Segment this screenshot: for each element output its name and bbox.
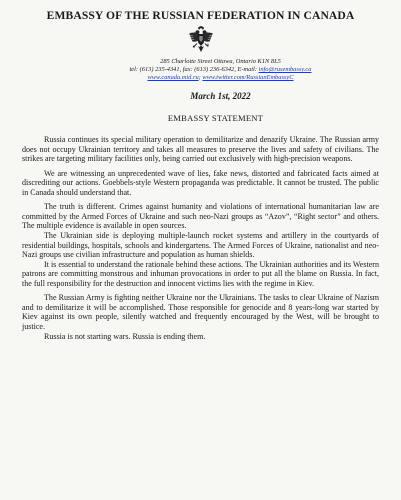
body-paragraph: It is essential to understand the rationale behind these actions. The Ukrainian authorities and its Western patrons are committing monstrous and inhuman provocations in order to put all the blame on Russia. In fact, the full responsibility for the destruction and innocent victims lies with the regime in Kiev. [22,259,379,288]
embassy-name: EMBASSY OF THE RUSSIAN FEDERATION IN CANADA [46,9,355,22]
body-paragraph: The Ukrainian side is deploying multiple-launch rocket systems and artillery in the courtyards of residential buildings, hospitals, schools and kindergartens. The Armed Forces of Ukraine, nationalist and neo-Nazi groups use civilian infrastructure and population as human shields. [22,230,379,260]
phone-fax-email-line [62,66,379,74]
embassy-address: 285 Charlotte Street Ottawa, Ontario K1N 8L5 [160,58,281,65]
body-paragraph: The truth is different. Crimes against humanity and violations of international humanitarian law are committed by the Armed Forces of Ukraine and such neo-Nazi groups as “Azov”, “Right sector” and others. The multiple evidence is available in open sources. [22,202,379,231]
statement-body [22,135,379,341]
body-paragraph: The Russian Army is fighting neither Ukraine nor the Ukrainians. The tasks to clear Ukraine of Nazism and to demilitarize it will be accomplished. Those responsible for genocide and 8 years-long war started by Kiev against its own people, silently watched and frequently encouraged by the West, will be brought to justice. [22,293,379,332]
website-separator: ; [198,74,203,81]
websites-line [62,74,379,82]
phone-fax-text: tel: (613) 235-4341, fax: (613) 236-6342, E-mail: [129,66,259,73]
double-headed-eagle-coat-of-arms-icon [188,26,214,56]
contact-block [62,58,379,82]
statement-date: March 1st, 2022 [190,91,251,101]
statement-title: EMBASSY STATEMENT [167,113,264,123]
website-link-mid[interactable]: www.canada.mid.ru [147,74,199,81]
body-paragraph: Russia continues its special military operation to demilitarize and denazify Ukraine. The Russian army does not occupy Ukrainian territory and takes all measures to preserve the lives and safety of civilians. The strikes are targeting military facilities only, being carried out exclusively with high-precision weapons. [22,135,379,164]
website-link-twitter[interactable]: www.twitter.com/RussianEmbassyC [202,74,294,81]
body-paragraph: Russia is not starting wars. Russia is ending them. [44,331,206,341]
body-paragraph: We are witnessing an unprecedented wave of lies, fake news, distorted and fabricated facts aimed at discrediting our actions. Goebbels-style Western propaganda was predictable. It cannot be trusted. The public in Canada should understand that. [22,168,379,197]
email-link[interactable]: info@rusembassy.ca [258,66,312,73]
